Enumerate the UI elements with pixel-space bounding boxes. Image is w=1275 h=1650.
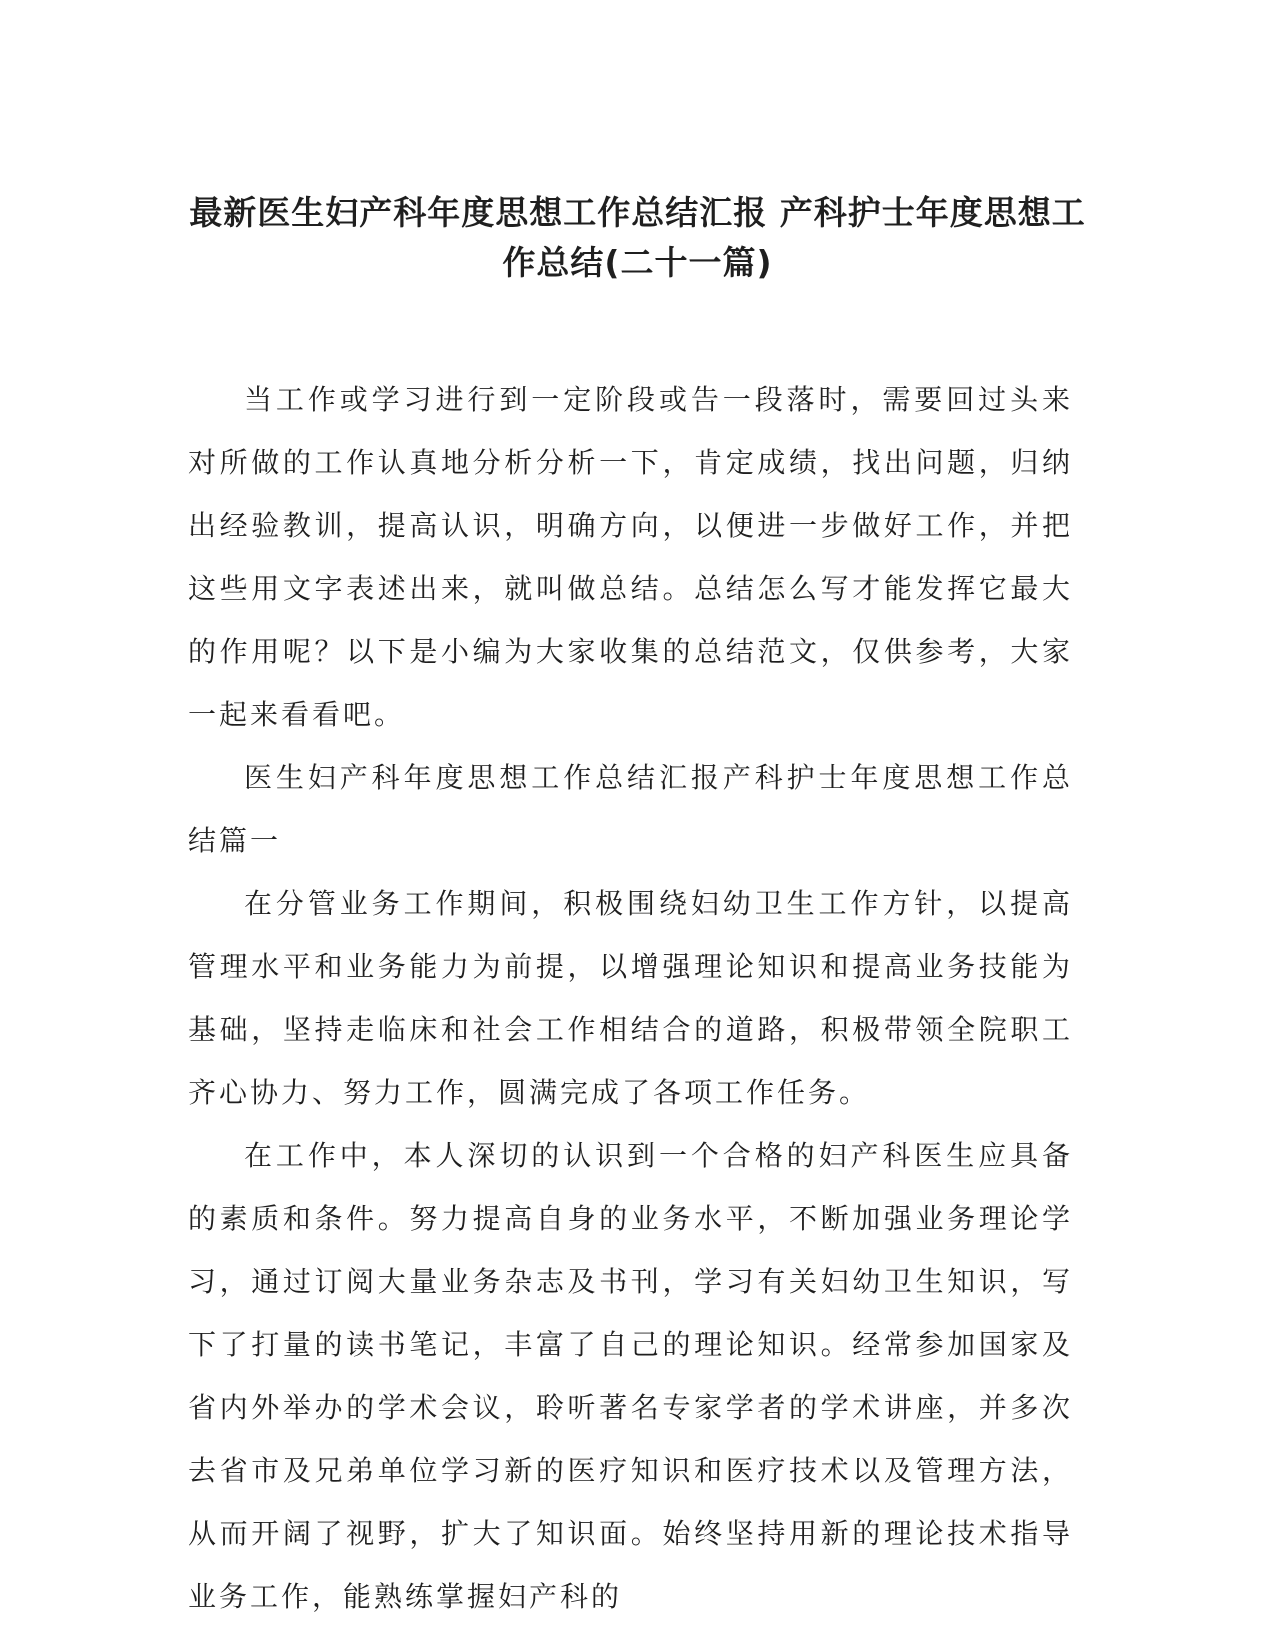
body-paragraph: 在工作中，本人深切的认识到一个合格的妇产科医生应具备的素质和条件。努力提高自身的业务水平，不断加强业务理论学习，通过订阅大量业务杂志及书刊，学习有关妇幼卫生知识，写下了打量的读书笔记，丰富了自己的理论知识。经常参加国家及省内外举办的学术会议，聆听著名专家学者的学术讲座，并多次去省市及兄弟单位学习新的医疗知识和医疗技术以及管理方法，从而开阔了视野，扩大了知识面。始终坚持用新的理论技术指导业务工作，能熟练掌握妇产科的 [188,1139,1073,1613]
document-body [188,368,1073,1628]
intro-paragraph: 当工作或学习进行到一定阶段或告一段落时，需要回过头来对所做的工作认真地分析分析一下，肯定成绩，找出问题，归纳出经验教训，提高认识，明确方向，以便进一步做好工作，并把这些用文字表述出来，就叫做总结。总结怎么写才能发挥它最大的作用呢？以下是小编为大家收集的总结范文，仅供参考，大家一起来看看吧。 [188,383,1073,731]
body-paragraph: 在分管业务工作期间，积极围绕妇幼卫生工作方针，以提高管理水平和业务能力为前提，以增强理论知识和提高业务技能为基础，坚持走临床和社会工作相结合的道路，积极带领全院职工齐心协力、努力工作，圆满完成了各项工作任务。 [188,887,1073,1109]
section-heading: 医生妇产科年度思想工作总结汇报产科护士年度思想工作总结篇一 [188,761,1073,857]
document-title: 最新医生妇产科年度思想工作总结汇报 产科护士年度思想工作总结(二十一篇) [189,193,1086,282]
